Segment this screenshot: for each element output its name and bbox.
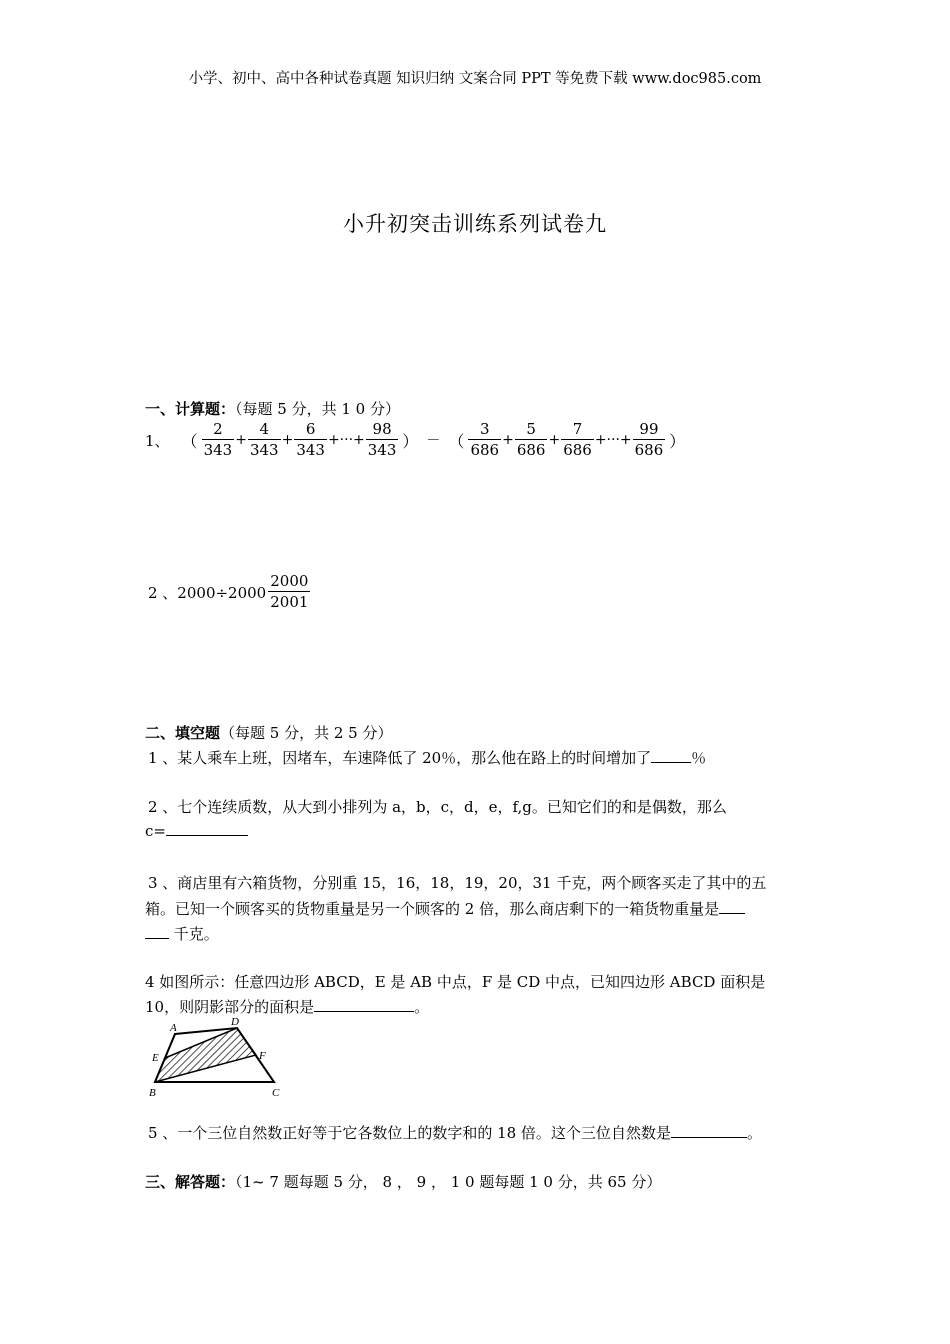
fraction: $\frac{99}{686}$ xyxy=(634,420,664,459)
ellipsis-sign: +···+ xyxy=(327,432,365,448)
answer-blank-cont[interactable] xyxy=(145,924,169,939)
question-suffix: 。 xyxy=(746,1124,762,1142)
fraction: $\frac{2000}{2001}$ xyxy=(270,572,309,611)
minus-sign: － xyxy=(426,433,441,449)
question-text: 10，则阴影部分的面积是 xyxy=(145,998,315,1016)
section-3-heading xyxy=(145,1171,661,1192)
fill-question-4-line-1: 4 如图所示：任意四边形 ABCD，E 是 AB 中点，F 是 CD 中点，已知四边形 ABCD 面积是 xyxy=(145,973,766,991)
fill-question-1 xyxy=(148,747,706,768)
fill-question-3-line-2 xyxy=(145,898,745,919)
section-2-note: （每题 5 分，共 2 5 分） xyxy=(220,724,393,742)
answer-blank[interactable] xyxy=(314,997,414,1012)
label-c: C xyxy=(272,1087,280,1099)
calc-question-1 xyxy=(145,422,689,458)
answer-blank[interactable] xyxy=(719,899,745,914)
question-suffix: ％ xyxy=(691,749,707,767)
question-text: 5 、一个三位自然数正好等于它各数位上的数字和的 18 倍。这个三位自然数是 xyxy=(148,1124,671,1142)
plus-sign: + xyxy=(548,432,561,448)
fill-question-5 xyxy=(148,1122,762,1143)
question-text: 2 、2000÷2000 xyxy=(148,583,267,602)
fill-question-3-line-3 xyxy=(145,923,219,944)
fraction: $\frac{7}{686}$ xyxy=(563,420,592,459)
plus-sign: + xyxy=(235,432,247,448)
page-title: 小升初突击训练系列试卷九 xyxy=(343,212,607,236)
fraction: $\frac{4}{343}$ xyxy=(249,420,279,459)
section-1-note: （每题 5 分，共 1 0 分） xyxy=(235,400,400,418)
ellipsis-sign: +···+ xyxy=(594,432,632,448)
label-b: B xyxy=(149,1087,156,1099)
answer-blank[interactable] xyxy=(166,821,248,836)
section-3-note: （1~ 7 题每题 5 分， 8 ， 9 ， 1 0 题每题 1 0 分，共 65 分） xyxy=(235,1173,662,1191)
section-3-title: 三、解答题： xyxy=(145,1173,236,1191)
section-2-title: 二、填空题 xyxy=(145,724,221,742)
calc-question-2 xyxy=(148,574,310,610)
fraction: $\frac{3}{686}$ xyxy=(470,420,500,459)
fraction: $\frac{98}{343}$ xyxy=(367,420,397,459)
fill-question-2-line-1: 2 、七个连续质数，从大到小排列为 a，b，c，d，e，f,g。已知它们的和是偶数，那么 xyxy=(148,798,727,816)
question-text: c= xyxy=(145,822,166,840)
fill-question-2-line-2 xyxy=(145,821,248,840)
section-1-title: 一、计算题： xyxy=(145,400,236,418)
close-paren: ） xyxy=(402,431,419,451)
close-paren: ） xyxy=(669,431,686,451)
answer-blank[interactable] xyxy=(651,748,691,763)
question-label: 1、 xyxy=(145,431,170,450)
fraction: $\frac{6}{343}$ xyxy=(296,420,325,459)
label-f: F xyxy=(259,1050,266,1062)
quadrilateral-figure xyxy=(140,1014,290,1100)
question-text: 箱。已知一个顾客买的货物重量是另一个顾客的 2 倍，那么商店剩下的一箱货物重量是 xyxy=(145,900,720,918)
label-d: D xyxy=(231,1016,239,1028)
question-suffix: 。 xyxy=(414,998,430,1016)
fraction: $\frac{2}{343}$ xyxy=(203,420,233,459)
fill-question-3-line-1: 3 、商店里有六箱货物，分别重 15，16，18，19，20，31 千克，两个顾客买走了其中的五 xyxy=(148,874,767,892)
answer-blank[interactable] xyxy=(671,1123,747,1138)
shaded-region xyxy=(155,1028,256,1082)
page-header: 小学、初中、高中各种试卷真题 知识归纳 文案合同 PPT 等免费下载 www.doc985.com xyxy=(188,71,762,87)
section-2-heading xyxy=(145,722,393,743)
fraction: $\frac{5}{686}$ xyxy=(516,420,546,459)
label-e: E xyxy=(152,1052,159,1064)
question-text: 1 、某人乘车上班，因堵车，车速降低了 20％，那么他在路上的时间增加了 xyxy=(148,749,652,767)
open-paren: （ xyxy=(448,431,465,451)
open-paren: （ xyxy=(181,431,198,451)
plus-sign: + xyxy=(502,432,514,448)
question-suffix: 千克。 xyxy=(169,925,219,943)
plus-sign: + xyxy=(281,432,294,448)
label-a: A xyxy=(170,1022,177,1034)
section-1-heading xyxy=(145,398,400,419)
